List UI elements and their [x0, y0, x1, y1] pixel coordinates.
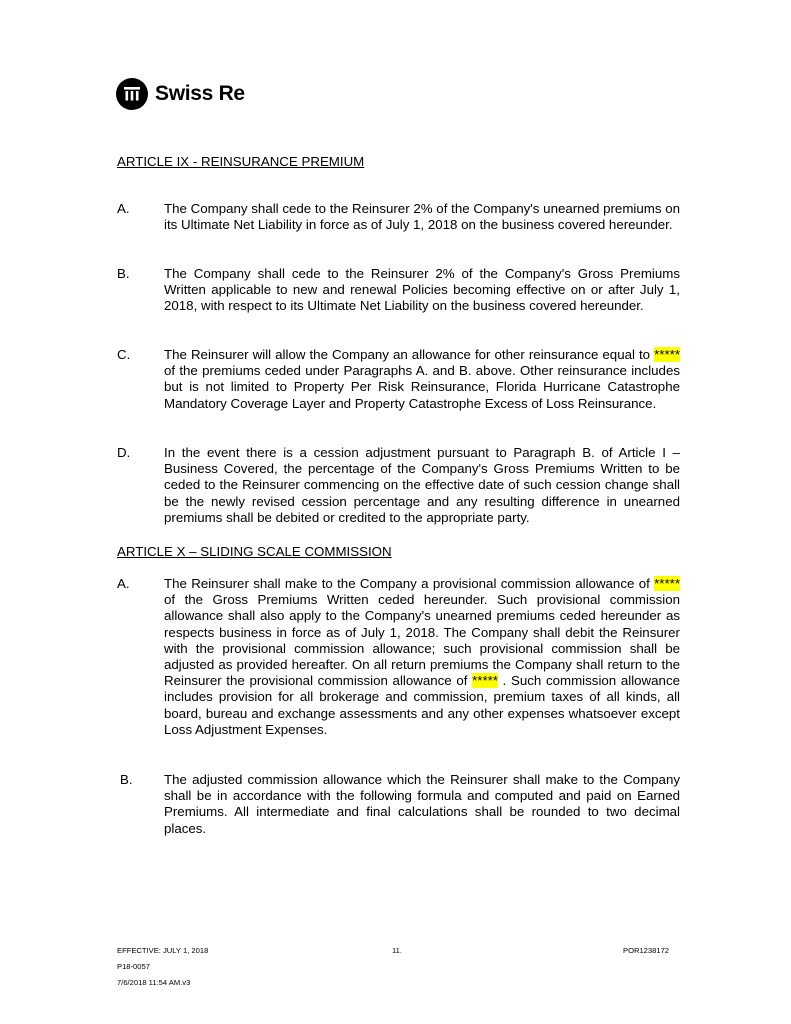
paragraph-label: A.	[117, 201, 130, 216]
article-ix-paragraph-d	[117, 445, 680, 526]
footer-doc-code: P18-0057	[117, 962, 150, 971]
paragraph-text-part: of the Gross Premiums Written ceded hereunder. Such provisional commission allowance shall also apply to the Company's unearned premiums ceded hereunder as respects business in force as of July 1, 2018. The Company shall debit the Reinsurer with the provisional commission allowance; such provisional commission shall be adjusted as provided hereafter. On all return premiums the Company shall return to the Reinsurer the provisional commission allowance of	[164, 592, 680, 689]
paragraph-text: The Company shall cede to the Reinsurer 2% of the Company's Gross Premiums Written applicable to new and renewal Policies becoming effective on or after July 1, 2018, with respect to its Ultimate Net Liability on the business covered hereunder.	[164, 266, 680, 314]
paragraph-label: A.	[117, 576, 130, 591]
paragraph-label: B.	[117, 266, 130, 281]
paragraph-text: The adjusted commission allowance which the Reinsurer shall make to the Company shall be in accordance with the following formula and computed and paid on Earned Premiums. All intermediate and final calculations shall be rounded to two decimal places.	[164, 772, 680, 836]
footer-timestamp: 7/6/2018 11:54 AM.v3	[117, 978, 191, 987]
article-x-heading: ARTICLE X – SLIDING SCALE COMMISSION	[117, 544, 392, 559]
swiss-re-emblem-icon	[116, 78, 148, 110]
footer-page-number: 11.	[392, 946, 402, 955]
swiss-re-logo	[116, 77, 245, 111]
article-ix-paragraph-a	[117, 201, 680, 233]
footer-effective-date: EFFECTIVE: JULY 1, 2018	[117, 946, 209, 955]
paragraph-text-part: . Such commission allowance includes provision for all brokerage and commission, premium taxes of all kinds, all board, bureau and exchange assessments and any other expenses whatsoever except Loss Adjustment Expenses.	[164, 673, 680, 737]
paragraph-text: The Company shall cede to the Reinsurer 2% of the Company's unearned premiums on its Ultimate Net Liability in force as of July 1, 2018 on the business covered hereunder.	[164, 201, 680, 233]
logo-brand-text: Swiss Re	[155, 82, 245, 105]
paragraph-label: D.	[117, 445, 131, 460]
article-ix-paragraph-b	[117, 266, 680, 315]
paragraph-text: In the event there is a cession adjustment pursuant to Paragraph B. of Article I – Business Covered, the percentage of the Company's Gross Premiums Written to be ceded to the Reinsurer commencing on the effective date of such cession change shall be the newly revised cession percentage and any resulting difference in unearned premiums shall be debited or credited to the appropriate party.	[164, 445, 680, 525]
paragraph-text-part: The Reinsurer shall make to the Company a provisional commission allowance of	[164, 576, 650, 591]
paragraph-text-part: of the premiums ceded under Paragraphs A. and B. above. Other reinsurance includes but is not limited to Property Per Risk Reinsurance, Florida Hurricane Catastrophe Mandatory Coverage Layer and Property Catastrophe Excess of Loss Reinsurance.	[164, 363, 680, 411]
article-ix-paragraph-c	[117, 347, 680, 412]
redacted-highlight: *****	[654, 347, 680, 362]
paragraph-text-part: The Reinsurer will allow the Company an allowance for other reinsurance equal to	[164, 347, 651, 362]
paragraph-label: C.	[117, 347, 131, 362]
paragraph-text	[164, 347, 680, 412]
article-x-paragraph-a	[117, 576, 680, 738]
redacted-highlight: *****	[472, 673, 498, 689]
article-ix-heading: ARTICLE IX - REINSURANCE PREMIUM	[117, 154, 365, 169]
redacted-highlight: *****	[654, 576, 680, 591]
paragraph-label: B.	[120, 772, 133, 787]
footer-reference: POR1238172	[623, 946, 670, 955]
article-x-paragraph-b	[117, 772, 680, 837]
paragraph-text	[164, 576, 680, 738]
